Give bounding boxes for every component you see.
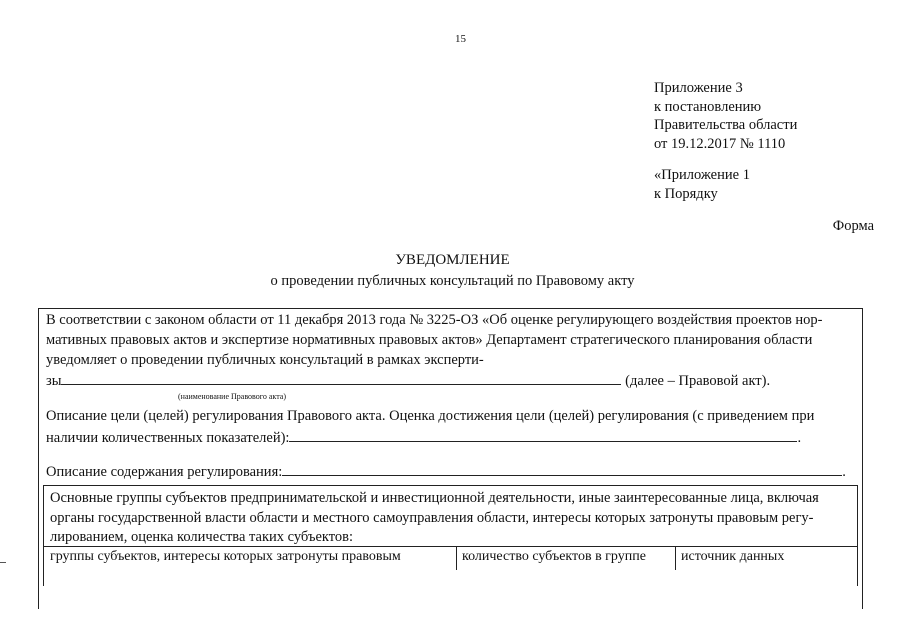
paragraph-1-line-4 [46,372,770,390]
paragraph-1-line-4-end: (далее – Правовой акт). [625,373,771,389]
appendix-line-2: к постановлению [654,98,762,115]
table-column-divider-2 [675,546,676,570]
table-column-divider-1 [456,546,457,570]
paragraph-3-end: . [842,464,846,480]
act-name-caption: (наименование Правового акта) [178,392,287,401]
regulation-content-blank [282,463,842,476]
paragraph-1-line-2: мативных правовых актов и экспертизе нормативных правовых актов» Департамент стратегического планирования области [46,332,813,348]
inner-line-3: лированием, оценка количества таких субъектов: [50,529,354,545]
table-header-top-border [43,546,858,547]
form-label: Форма [832,218,874,234]
appendix2-line-2: к Порядку [654,185,718,202]
appendix-header [654,79,797,153]
table-header-count: количество субъектов в группе [462,549,646,564]
table-header-groups: группы субъектов, интересы которых затронуты правовым [50,549,401,564]
act-name-blank [61,372,621,385]
inner-line-1: Основные группы субъектов предпринимательской и инвестиционной деятельности, иные заинтересованные лица, включая [50,490,819,506]
inner-line-2: органы государственной власти области и местного самоуправления области, интересы которых затронуты правовым регу- [50,510,814,526]
table-header-source: источник данных [681,549,785,564]
paragraph-1-line-4-start: зы [46,373,62,389]
appendix-line-3: Правительства области [654,117,798,133]
appendix-line-1: Приложение 3 [654,80,743,96]
page-number: 15 [455,33,466,45]
paragraph-3-text: Описание содержания регулирования: [46,464,283,480]
appendix-line-4: от 19.12.2017 № 1110 [654,135,786,152]
paragraph-1-line-1: В соответствии с законом области от 11 декабря 2013 года № 3225-ОЗ «Об оценке регулирующего воздействия проектов нор- [46,312,823,328]
goals-blank [289,429,797,442]
paragraph-2-line-2 [46,429,801,447]
appendix2-line-1: «Приложение 1 [654,167,750,183]
margin-mark [0,562,6,563]
paragraph-1-line-3: уведомляет о проведении публичных консультаций в рамках эксперти- [46,352,484,368]
paragraph-2-line-1: Описание цели (целей) регулирования Правового акта. Оценка достижения цели (целей) регулирования (с приведением при [46,408,815,424]
appendix-subheader [654,166,750,203]
document-title: УВЕДОМЛЕНИЕ [395,252,510,268]
document-subtitle: о проведении публичных консультаций по Правовому акту [270,273,635,289]
paragraph-2-line-2-end: . [797,430,802,446]
paragraph-2-line-2-text: наличии количественных показателей): [46,430,290,446]
paragraph-3 [46,463,846,481]
